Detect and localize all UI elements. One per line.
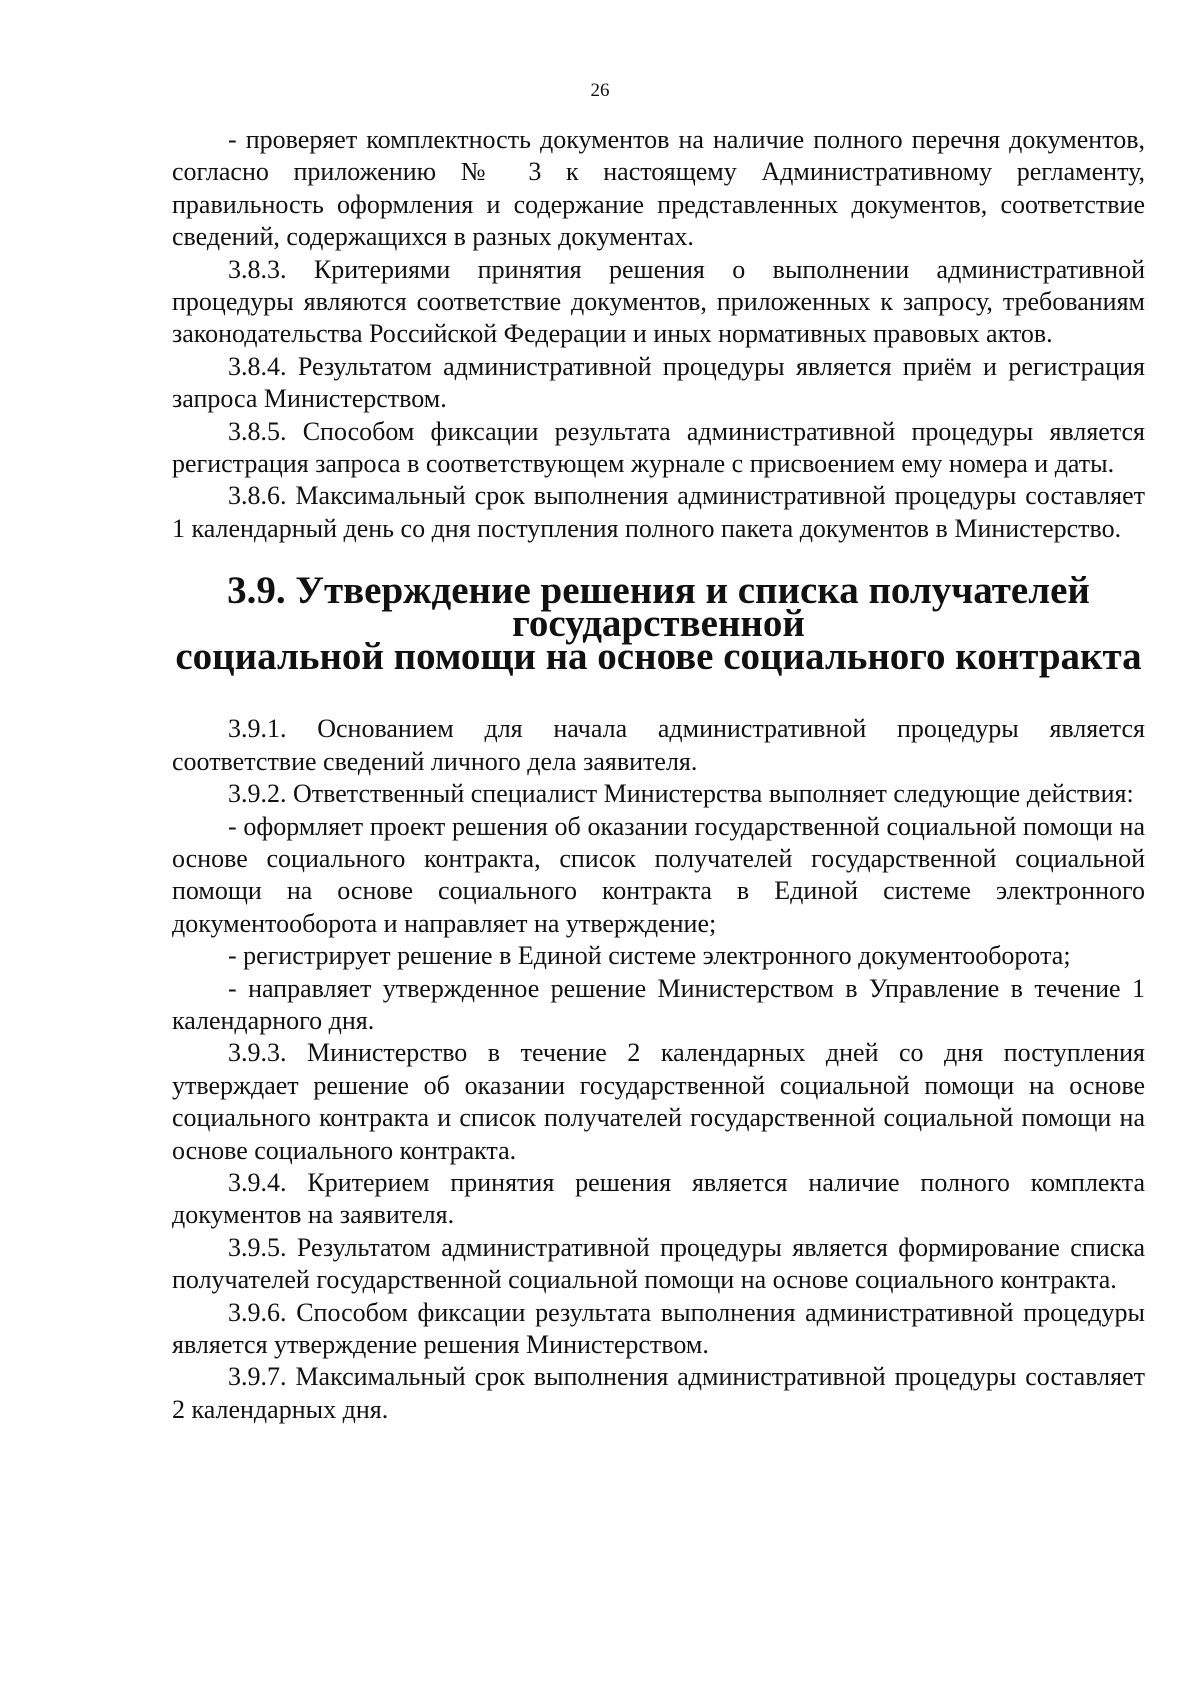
paragraph-3-9-5: 3.9.5. Результатом административной процедуры является формирование списка получателей государственной социальной помощи на основе социального контракта.: [172, 1232, 1145, 1295]
list-item-send-decision: - направляет утвержденное решение Министерством в Управление в течение 1 календарного дня.: [172, 973, 1145, 1035]
paragraph-3-8-3: 3.8.3. Критериями принятия решения о выполнении административной процедуры являются соответствие документов, приложенных к запросу, требованиям законодательства Российской Федерации и иных нормативных правовых актов.: [172, 254, 1145, 349]
section-heading-line-2: социальной помощи на основе социального контракта: [175, 635, 1142, 679]
paragraph-3-8-5: 3.8.5. Способом фиксации результата административной процедуры является регистрация запроса в соответствующем журнале с присвоением ему номера и даты.: [172, 416, 1145, 479]
paragraph-3-9-6: 3.9.6. Способом фиксации результата выполнения административной процедуры является утверждение решения Министерством.: [172, 1297, 1145, 1359]
paragraph-3-9-3: 3.9.3. Министерство в течение 2 календарных дней со дня поступления утверждает решение об оказании государственной социальной помощи на основе социального контракта и список получателей государственной социальной помощи на основе социального контракта.: [172, 1038, 1145, 1165]
paragraph-3-9-2: 3.9.2. Ответственный специалист Министерства выполняет следующие действия:: [228, 779, 1134, 809]
document-body: [172, 124, 1145, 1426]
paragraph-3-8-6: 3.8.6. Максимальный срок выполнения административной процедуры составляет 1 календарный день со дня поступления полного пакета документов в Министерство.: [172, 481, 1145, 543]
paragraph-completeness-check: - проверяет комплектность документов на наличие полного перечня документов, согласно приложению № 3 к настоящему Административному регламенту, правильность оформления и содержание представленных документов, соответствие сведений, содержащихся в разных документах.: [172, 125, 1145, 252]
paragraph-3-9-4: 3.9.4. Критерием принятия решения является наличие полного комплекта документов на заявителя.: [172, 1167, 1145, 1230]
list-item-draft-decision: - оформляет проект решения об оказании государственной социальной помощи на основе социального контракта, список получателей государственной социальной помощи на основе социального контракта в Единой системе электронного документооборота и направляет на утверждение;: [172, 811, 1145, 938]
page-number: 26: [590, 80, 610, 101]
list-item-register-decision: - регистрирует решение в Единой системе электронного документооборота;: [228, 941, 1071, 971]
section-heading-3-9: [172, 569, 1145, 679]
paragraph-3-8-4: 3.8.4. Результатом административной процедуры является приём и регистрация запроса Министерством.: [172, 351, 1145, 414]
paragraph-3-9-7: 3.9.7. Максимальный срок выполнения административной процедуры составляет 2 календарных дня.: [172, 1362, 1145, 1424]
section-heading-line-1: 3.9. Утверждение решения и списка получателей государственной: [227, 569, 1090, 646]
paragraph-3-9-1: 3.9.1. Основанием для начала административной процедуры является соответствие сведений личного дела заявителя.: [172, 714, 1145, 776]
